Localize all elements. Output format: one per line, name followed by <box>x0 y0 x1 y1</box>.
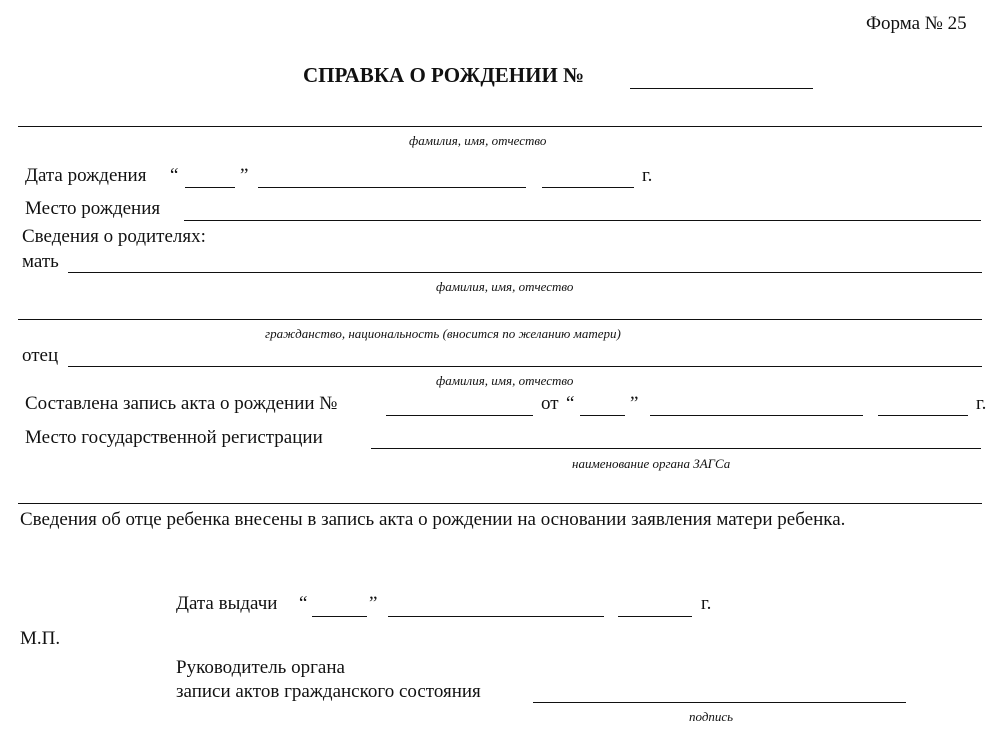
birth-place-label: Место рождения <box>25 198 161 219</box>
record-year-field[interactable] <box>878 415 968 416</box>
father-name-caption: фамилия, имя, отчество <box>436 373 574 388</box>
issue-day-field[interactable] <box>312 616 367 617</box>
child-name-caption: фамилия, имя, отчество <box>409 133 547 148</box>
birth-year-field[interactable] <box>542 187 634 188</box>
record-month-field[interactable] <box>650 415 863 416</box>
issue-date-open-quote: “ <box>299 593 308 614</box>
registration-place-field-2[interactable] <box>18 503 982 504</box>
record-number-field[interactable] <box>386 415 533 416</box>
zags-caption: наименование органа ЗАГСа <box>572 456 731 471</box>
birth-year-suffix: г. <box>642 165 653 186</box>
citizenship-caption: гражданство, национальность (вносится по желанию матери) <box>265 326 621 341</box>
father-label: отец <box>22 345 59 366</box>
record-date-open-quote: “ <box>566 393 575 414</box>
head-title-line2: записи актов гражданского состояния <box>176 681 481 702</box>
father-info-note: Сведения об отце ребенка внесены в запись акта о рождении на основании заявления матери ребенка. <box>20 509 846 530</box>
issue-date-label: Дата выдачи <box>176 593 278 614</box>
signature-field[interactable] <box>533 702 906 703</box>
record-date-close-quote: ” <box>630 393 639 414</box>
issue-year-field[interactable] <box>618 616 692 617</box>
form-number: Форма № 25 <box>866 13 967 34</box>
birth-date-label: Дата рождения <box>25 165 147 186</box>
registration-place-field[interactable] <box>371 448 981 449</box>
child-name-field[interactable] <box>18 126 982 127</box>
issue-month-field[interactable] <box>388 616 604 617</box>
mother-name-caption: фамилия, имя, отчество <box>436 279 574 294</box>
certificate-number-field[interactable] <box>630 88 813 89</box>
record-from-label: от <box>541 393 559 414</box>
head-title-line1: Руководитель органа <box>176 657 345 678</box>
mother-citizenship-field[interactable] <box>18 319 982 320</box>
record-label: Составлена запись акта о рождении № <box>25 393 338 414</box>
issue-year-suffix: г. <box>701 593 712 614</box>
signature-caption: подпись <box>689 709 734 724</box>
record-day-field[interactable] <box>580 415 625 416</box>
stamp-place-label: М.П. <box>20 628 61 649</box>
birth-month-field[interactable] <box>258 187 526 188</box>
registration-place-label: Место государственной регистрации <box>25 427 323 448</box>
birth-date-open-quote: “ <box>170 165 179 186</box>
father-name-field[interactable] <box>68 366 982 367</box>
page-title: СПРАВКА О РОЖДЕНИИ № <box>303 63 585 87</box>
birth-day-field[interactable] <box>185 187 235 188</box>
parents-heading: Сведения о родителях: <box>22 226 206 247</box>
issue-date-close-quote: ” <box>369 593 378 614</box>
mother-label: мать <box>22 251 59 272</box>
birth-place-field[interactable] <box>184 220 981 221</box>
record-year-suffix: г. <box>976 393 987 414</box>
mother-name-field[interactable] <box>68 272 982 273</box>
birth-date-close-quote: ” <box>240 165 249 186</box>
